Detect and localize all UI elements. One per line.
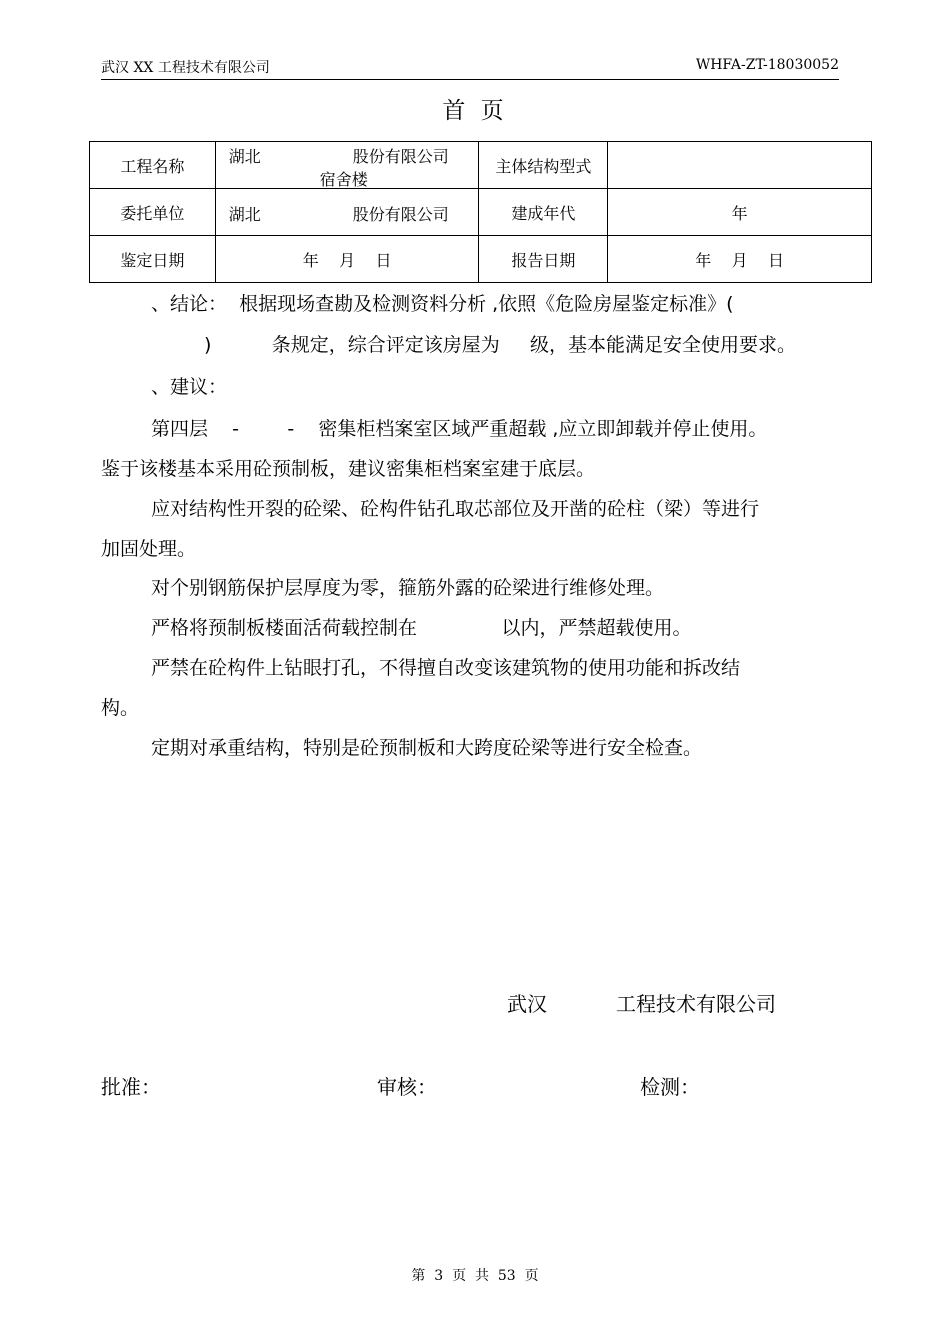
project-name-label: 工程名称 (90, 142, 216, 189)
project-name-value (215, 142, 479, 189)
table-row (90, 189, 872, 236)
suggestion-5-line2: 构。 (101, 697, 140, 719)
suggestion-2-line2: 加固处理。 (101, 538, 197, 560)
client-label: 委托单位 (90, 189, 216, 236)
client-value-a: 湖北 (228, 205, 261, 224)
project-name-line2: 宿舍楼 (319, 170, 368, 189)
suggestion-heading: 、建议： (151, 376, 228, 398)
appraisal-date-value: 年 月 日 (215, 236, 479, 283)
suggestion-4: 严格将预制板楼面活荷载控制在 以内，严禁超载使用。 (151, 617, 692, 639)
project-name-line1b: 股份有限公司 (352, 147, 449, 166)
report-date-label: 报告日期 (479, 236, 608, 283)
header-company: 武汉 XX 工程技术有限公司 (101, 60, 270, 76)
conclusion-line1: 、结论： 根据现场查勘及检测资料分析 ,依照《危险房屋鉴定标准》( (151, 293, 734, 315)
test-label: 检测： (640, 1075, 700, 1099)
table-row (90, 142, 872, 189)
page-title: 首 页 (442, 98, 508, 124)
suggestion-5-line1: 严禁在砼构件上钻眼打孔，不得擅自改变该建筑物的使用功能和拆改结 (151, 657, 741, 679)
signature-company-a: 武汉 (507, 992, 547, 1016)
header-document-code: WHFA-ZT-18030052 (695, 57, 839, 73)
page-footer: 第 3 页 共 53 页 (411, 1268, 539, 1284)
structure-value (608, 142, 872, 189)
client-value (215, 189, 479, 236)
report-date-value: 年 月 日 (608, 236, 872, 283)
review-label: 审核： (377, 1075, 437, 1099)
table-row (90, 236, 872, 283)
built-label: 建成年代 (479, 189, 608, 236)
suggestion-1-line2: 鉴于该楼基本采用砼预制板，建议密集柜档案室建于底层。 (101, 458, 596, 480)
project-name-line1a: 湖北 (228, 147, 261, 166)
info-table (89, 141, 872, 283)
suggestion-6: 定期对承重结构，特别是砼预制板和大跨度砼梁等进行安全检查。 (151, 737, 703, 759)
approve-label: 批准： (101, 1075, 161, 1099)
signature-company-b: 工程技术有限公司 (616, 992, 776, 1016)
built-value: 年 (608, 189, 872, 236)
client-value-b: 股份有限公司 (352, 205, 449, 224)
suggestion-3: 对个别钢筋保护层厚度为零，箍筋外露的砼梁进行维修处理。 (151, 577, 665, 599)
conclusion-line2: ) 条规定，综合评定该房屋为 级，基本能满足安全使用要求。 (204, 334, 797, 356)
suggestion-1-line1: 第四层 - - 密集柜档案室区域严重超载 ,应立即卸载并停止使用。 (151, 418, 768, 440)
suggestion-2-line1: 应对结构性开裂的砼梁、砼构件钻孔取芯部位及开凿的砼柱（梁）等进行 (151, 498, 760, 520)
appraisal-date-label: 鉴定日期 (90, 236, 216, 283)
structure-label: 主体结构型式 (479, 142, 608, 189)
page-header (101, 57, 839, 80)
